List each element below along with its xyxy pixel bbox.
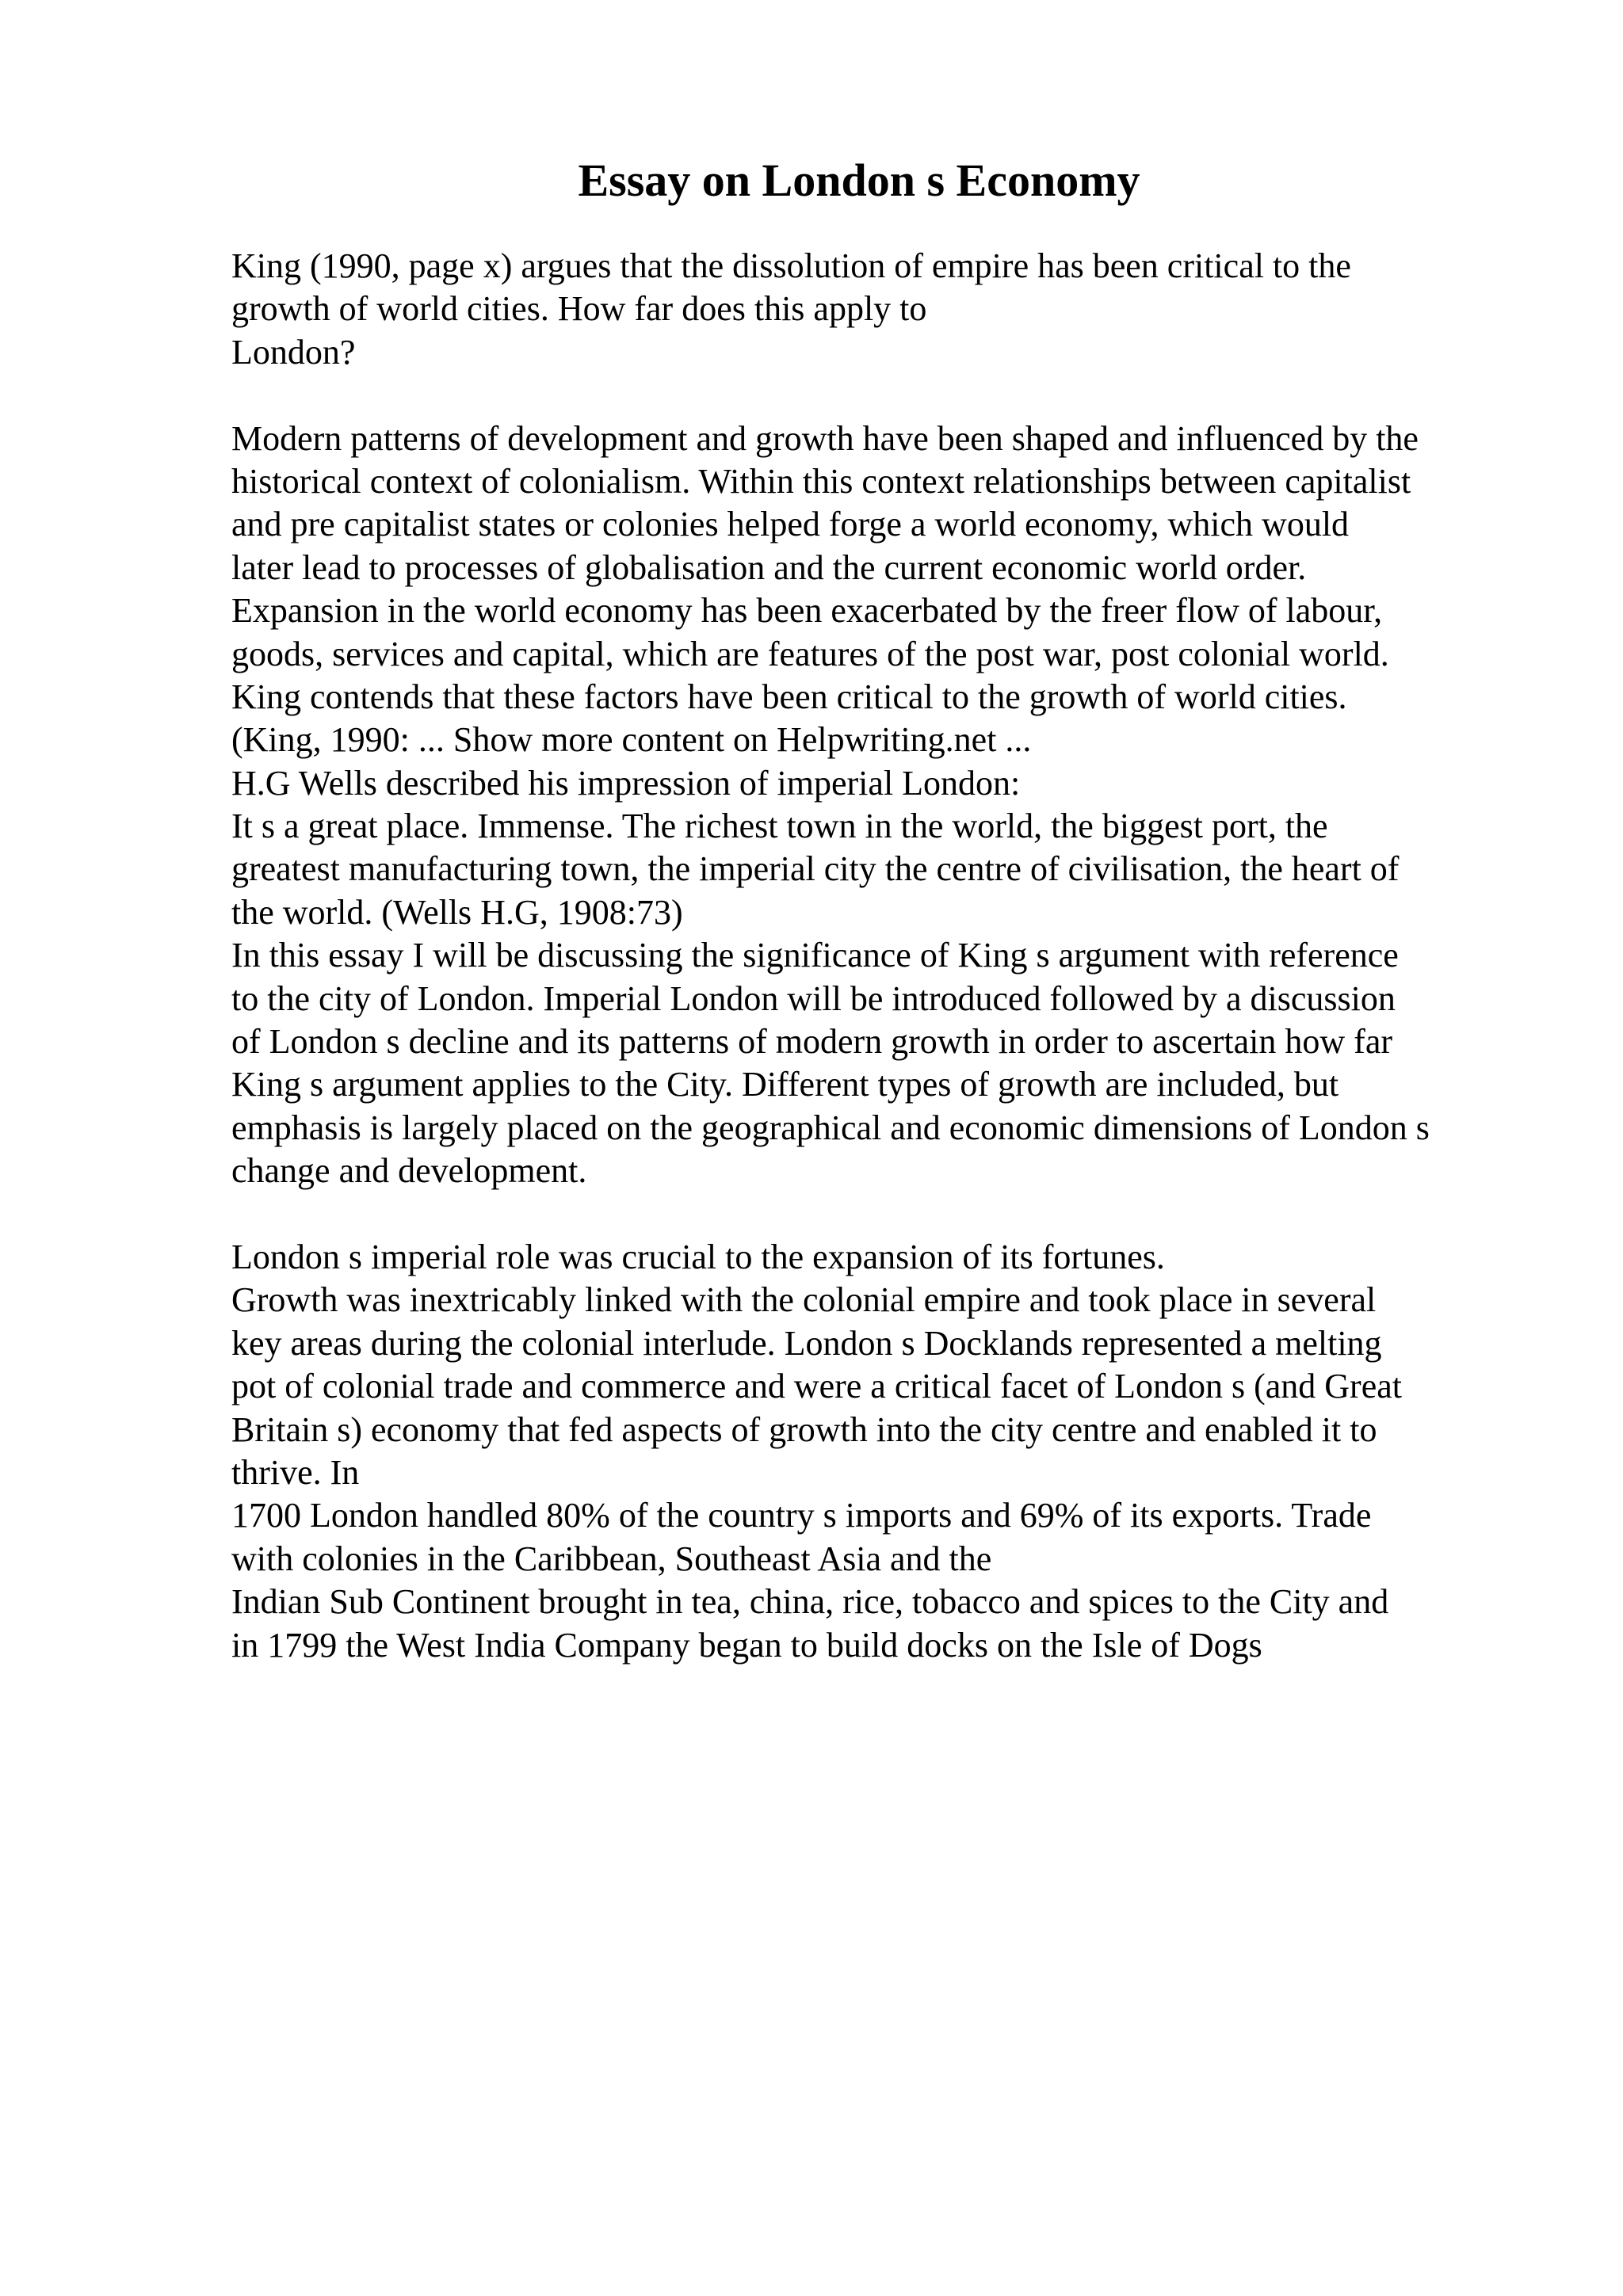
text-line: growth of world cities. How far does this apply to [231,289,927,329]
document-title [0,152,1623,209]
text-line: Indian Sub Continent brought in tea, china, rice, tobacco and spices to the City and [231,1582,1389,1622]
text-line: key areas during the colonial interlude. London s Docklands represented a melting [231,1323,1382,1363]
text-line: Growth was inextricably linked with the colonial empire and took place in several [231,1280,1377,1320]
text-line: London? [231,332,356,372]
text-line: change and development. [231,1151,587,1191]
text-line: greatest manufacturing town, the imperial city the centre of civilisation, the heart of [231,849,1400,889]
text-line: King contends that these factors have been critical to the growth of world cities. [231,677,1347,716]
text-line: It s a great place. Immense. The richest town in the world, the biggest port, the [231,807,1328,846]
text-line: pot of colonial trade and commerce and were a critical facet of London s (and Great [231,1367,1402,1406]
text-line: King s argument applies to the City. Different types of growth are included, but [231,1065,1339,1104]
document-title-text: Essay on London s Economy [578,154,1140,206]
text-line: London s imperial role was crucial to the expansion of its fortunes. [231,1237,1165,1276]
text-line: In this essay I will be discussing the significance of King s argument with reference [231,936,1399,975]
text-line: with colonies in the Caribbean, Southeast Asia and the [231,1539,992,1578]
text-line: goods, services and capital, which are features of the post war, post colonial world. [231,634,1389,673]
text-line: H.G Wells described his impression of imperial London: [231,763,1021,803]
text-line: and pre capitalist states or colonies helped forge a world economy, which would [231,505,1350,544]
text-line: thrive. In [231,1452,360,1492]
text-line: historical context of colonialism. Within this context relationships between capitalist [231,461,1411,501]
blank-line [231,1193,1610,1236]
text-line: emphasis is largely placed on the geographical and economic dimensions of London s [231,1108,1430,1147]
text-line: of London s decline and its patterns of modern growth in order to ascertain how far [231,1022,1393,1062]
text-line: the world. (Wells H.G, 1908:73) [231,892,683,932]
text-line: Expansion in the world economy has been exacerbated by the freer flow of labour, [231,591,1383,631]
text-line: 1700 London handled 80% of the country s imports and 69% of its exports. Trade [231,1496,1372,1535]
blank-line [231,374,1610,417]
text-line: Britain s) economy that fed aspects of growth into the city centre and enabled it to [231,1409,1377,1449]
document-body [231,245,1610,1667]
text-line: to the city of London. Imperial London will be introduced followed by a discussion [231,978,1396,1018]
text-line: Modern patterns of development and growth have been shaped and influenced by the [231,418,1419,458]
text-line: (King, 1990: ... Show more content on Helpwriting.net ... [231,720,1032,760]
text-line: King (1990, page x) argues that the dissolution of empire has been critical to the [231,246,1351,285]
text-line: in 1799 the West India Company began to build docks on the Isle of Dogs [231,1625,1262,1665]
text-line: later lead to processes of globalisation and the current economic world order. [231,547,1307,587]
